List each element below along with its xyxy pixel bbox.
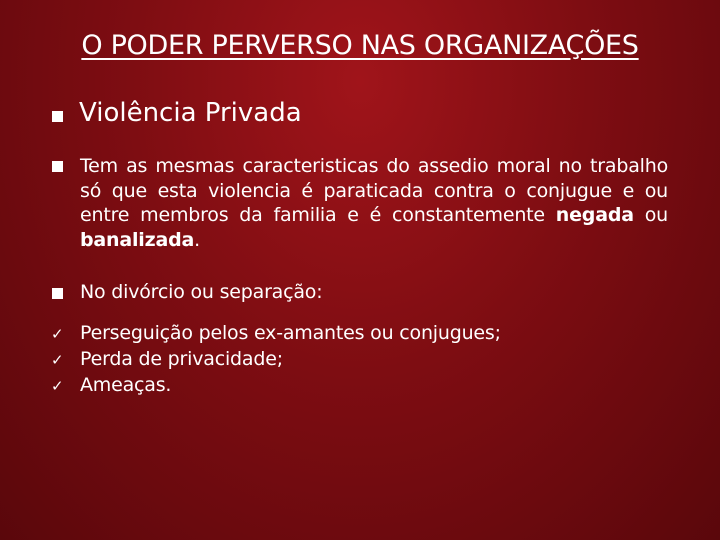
paragraph-bold-banalizada: banalizada bbox=[80, 228, 195, 251]
square-bullet-icon bbox=[52, 111, 63, 122]
list-item bbox=[0, 374, 720, 400]
list-item-text: Ameaças. bbox=[80, 374, 172, 396]
checkmark-icon: ✓ bbox=[51, 377, 64, 395]
paragraph-text-end: . bbox=[194, 228, 200, 251]
list-item bbox=[0, 348, 720, 374]
checkmark-icon: ✓ bbox=[51, 351, 64, 369]
description-paragraph bbox=[80, 154, 668, 252]
paragraph-text-mid: ou bbox=[633, 204, 668, 226]
square-bullet-icon bbox=[52, 288, 63, 299]
section-heading: Violência Privada bbox=[79, 98, 302, 128]
list-item bbox=[0, 322, 720, 348]
paragraph-bold-negada: negada bbox=[555, 204, 634, 226]
paragraph-text: Tem as mesmas caracteristicas do assedio moral no trabalho só que esta violencia é paraticada contra o conjugue e ou entre membros da familia e é constantemente bbox=[80, 155, 668, 226]
divorce-paragraph: No divórcio ou separação: bbox=[80, 281, 323, 303]
list-item-text: Perda de privacidade; bbox=[80, 348, 283, 370]
checkmark-icon: ✓ bbox=[51, 325, 64, 343]
check-list bbox=[0, 322, 720, 400]
square-bullet-icon bbox=[52, 161, 63, 172]
slide-title: O PODER PERVERSO NAS ORGANIZAÇÕES bbox=[81, 30, 639, 61]
list-item-text: Perseguição pelos ex-amantes ou conjugues; bbox=[80, 322, 501, 344]
